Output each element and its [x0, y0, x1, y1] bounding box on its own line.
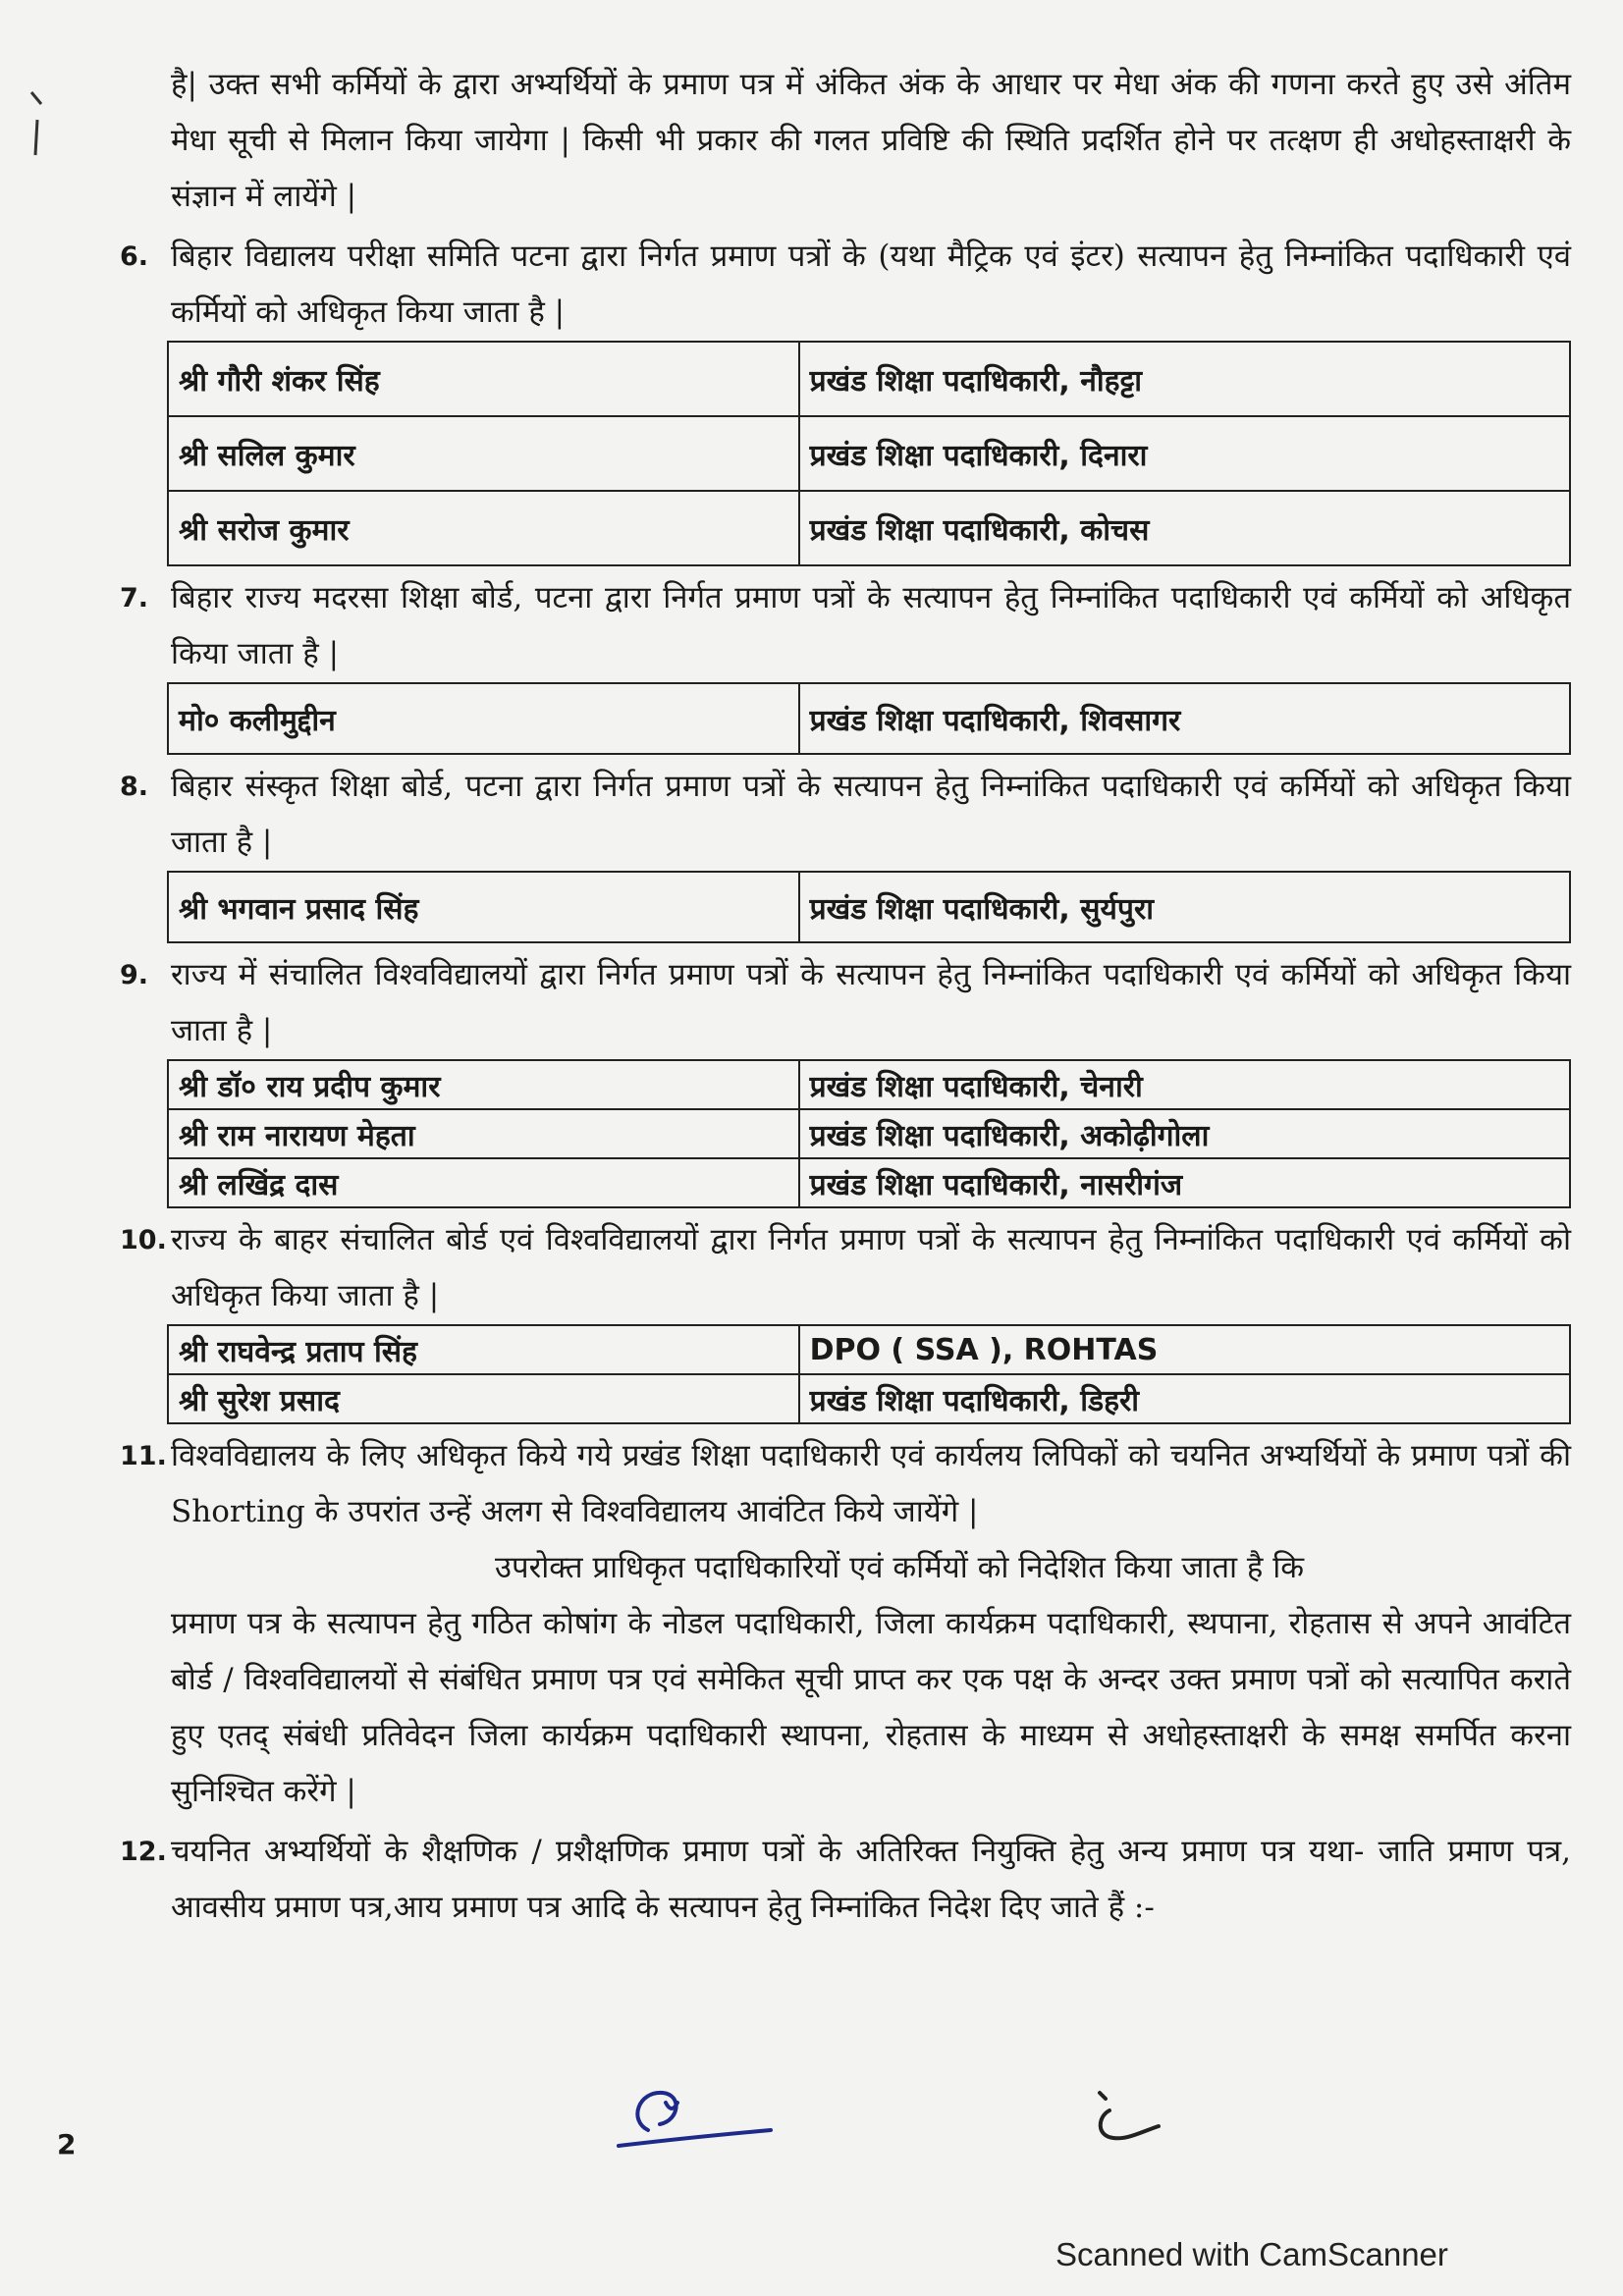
directive-paragraph — [120, 1540, 1571, 1820]
section-7 — [120, 570, 1571, 682]
section-9 — [120, 947, 1571, 1059]
directive-text: प्रमाण पत्र के सत्यापन हेतु गठित कोषांग के नोडल पदाधिकारी, जिला कार्यक्रम पदाधिकारी, स्थपाना, रोहतास से अपने आवंटित बोर्ड / विश्वविद्यालयों से संबंधित प्रमाण पत्र एवं समेकित सूची प्राप्त कर एक पक्ष के अन्दर उक्त प्रमाण पत्रों को सत्यापित कराते हुए एतद् संबंधी प्रतिवेदन जिला कार्यक्रम पदाधिकारी स्थापना, रोहतास के माध्यम से अधोहस्ताक्षरी के समक्ष समर्पित करना सुनिश्चित करेंगे | — [171, 1606, 1571, 1809]
section-text: बिहार संस्कृत शिक्षा बोर्ड, पटना द्वारा निर्गत प्रमाण पत्रों के सत्यापन हेतु निम्नांकित पदाधिकारी एवं कर्मियों को अधिकृत किया जाता है | — [171, 769, 1571, 860]
officer-post: प्रखंड शिक्षा पदाधिकारी, नासरीगंज — [799, 1158, 1570, 1207]
handwritten-mark — [1080, 2081, 1168, 2150]
officers-table-8 — [167, 871, 1571, 943]
officer-post: प्रखंड शिक्षा पदाधिकारी, सुर्यपुरा — [799, 872, 1570, 942]
table-row — [168, 1325, 1570, 1374]
table-row — [168, 683, 1570, 754]
document-body — [120, 57, 1571, 1936]
section-number: 6. — [120, 241, 149, 272]
section-number: 9. — [120, 960, 149, 990]
section-8 — [120, 759, 1571, 871]
intro-paragraph: है| उक्त सभी कर्मियों के द्वारा अभ्यर्थियों के प्रमाण पत्र में अंकित अंक के आधार पर मेधा अंक की गणना करते हुए उसे अंतिम मेधा सूची से मिलान किया जायेगा | किसी भी प्रकार की गलत प्रविष्टि की स्थिति प्रदर्शित होने पर तत्क्षण ही अधोहस्ताक्षरी के संज्ञान में लायेंगे | — [171, 67, 1571, 214]
section-10 — [120, 1212, 1571, 1324]
section-text: चयनित अभ्यर्थियों के शैक्षणिक / प्रशैक्षणिक प्रमाण पत्रों के अतिरिक्त नियुक्ति हेतु अन्य प्रमाण पत्र यथा- जाति प्रमाण पत्र, आवसीय प्रमाण पत्र,आय प्रमाण पत्र आदि के सत्यापन हेतु निम्नांकित निदेश दिए जाते हैं :- — [171, 1834, 1571, 1925]
officer-name: श्री डॉ० राय प्रदीप कुमार — [168, 1060, 799, 1109]
table-row — [168, 872, 1570, 942]
section-number: 7. — [120, 583, 149, 614]
table-row — [168, 1060, 1570, 1109]
page-number: 2 — [57, 2128, 77, 2161]
section-number: 8. — [120, 772, 149, 802]
directive-lead: उपरोक्त प्राधिकृत पदाधिकारियों एवं कर्मियों को निदेशित किया जाता है कि — [495, 1550, 1305, 1585]
officer-name: श्री लखिंद्र दास — [168, 1158, 799, 1207]
officer-post: प्रखंड शिक्षा पदाधिकारी, अकोढ़ीगोला — [799, 1109, 1570, 1158]
table-row — [168, 342, 1570, 416]
officer-name: श्री राम नारायण मेहता — [168, 1109, 799, 1158]
section-text: बिहार राज्य मदरसा शिक्षा बोर्ड, पटना द्वारा निर्गत प्रमाण पत्रों के सत्यापन हेतु निम्नांकित पदाधिकारी एवं कर्मियों को अधिकृत किया जाता है | — [171, 580, 1571, 671]
officer-name: श्री सलिल कुमार — [168, 416, 799, 491]
section-text: राज्य के बाहर संचालित बोर्ड एवं विश्वविद्यालयों द्वारा निर्गत प्रमाण पत्रों के सत्यापन हेतु निम्नांकित पदाधिकारी एवं कर्मियों को अधिकृत किया जाता है | — [171, 1222, 1571, 1313]
officer-name: श्री सुरेश प्रसाद — [168, 1374, 799, 1423]
section-text: राज्य में संचालित विश्वविद्यालयों द्वारा निर्गत प्रमाण पत्रों के सत्यापन हेतु निम्नांकित पदाधिकारी एवं कर्मियों को अधिकृत किया जाता है | — [171, 957, 1571, 1048]
officer-name: श्री भगवान प्रसाद सिंह — [168, 872, 799, 942]
officer-post: प्रखंड शिक्षा पदाधिकारी, चेनारी — [799, 1060, 1570, 1109]
scanner-footer: Scanned with CamScanner — [1055, 2236, 1448, 2272]
margin-ink-mark — [27, 90, 45, 159]
officer-post: DPO ( SSA ), ROHTAS — [799, 1325, 1570, 1374]
section-number: 12. — [120, 1837, 167, 1867]
officer-name: श्री सरोज कुमार — [168, 491, 799, 565]
officer-post: प्रखंड शिक्षा पदाधिकारी, दिनारा — [799, 416, 1570, 491]
table-row — [168, 491, 1570, 565]
officer-name: मो० कलीमुद्दीन — [168, 683, 799, 754]
section-number: 10. — [120, 1225, 167, 1255]
officer-post: प्रखंड शिक्षा पदाधिकारी, शिवसागर — [799, 683, 1570, 754]
section-6 — [120, 229, 1571, 341]
section-text: बिहार विद्यालय परीक्षा समिति पटना द्वारा निर्गत प्रमाण पत्रों के (यथा मैट्रिक एवं इंटर) सत्यापन हेतु निम्नांकित पदाधिकारी एवं कर्मियों को अधिकृत किया जाता है | — [171, 239, 1571, 330]
officers-table-10 — [167, 1324, 1571, 1424]
officers-table-9 — [167, 1059, 1571, 1208]
officer-name: श्री गौरी शंकर सिंह — [168, 342, 799, 416]
officer-post: प्रखंड शिक्षा पदाधिकारी, कोचस — [799, 491, 1570, 565]
section-11 — [120, 1428, 1571, 1540]
officers-table-6 — [167, 341, 1571, 566]
section-text: विश्वविद्यालय के लिए अधिकृत किये गये प्रखंड शिक्षा पदाधिकारी एवं कार्यलय लिपिकों को चयनित अभ्यर्थियों के प्रमाण पत्रों की Shorting के उपरांत उन्हें अलग से विश्वविद्यालय आवंटित किये जायेंगे | — [171, 1438, 1571, 1529]
table-row — [168, 1158, 1570, 1207]
officer-post: प्रखंड शिक्षा पदाधिकारी, नौहट्टा — [799, 342, 1570, 416]
officer-name: श्री राघवेन्द्र प्रताप सिंह — [168, 1325, 799, 1374]
officers-table-7 — [167, 682, 1571, 755]
signature-initials — [609, 2081, 776, 2160]
table-row — [168, 1374, 1570, 1423]
section-12 — [120, 1824, 1571, 1936]
table-row — [168, 1109, 1570, 1158]
section-number: 11. — [120, 1441, 167, 1471]
officer-post: प्रखंड शिक्षा पदाधिकारी, डिहरी — [799, 1374, 1570, 1423]
table-row — [168, 416, 1570, 491]
